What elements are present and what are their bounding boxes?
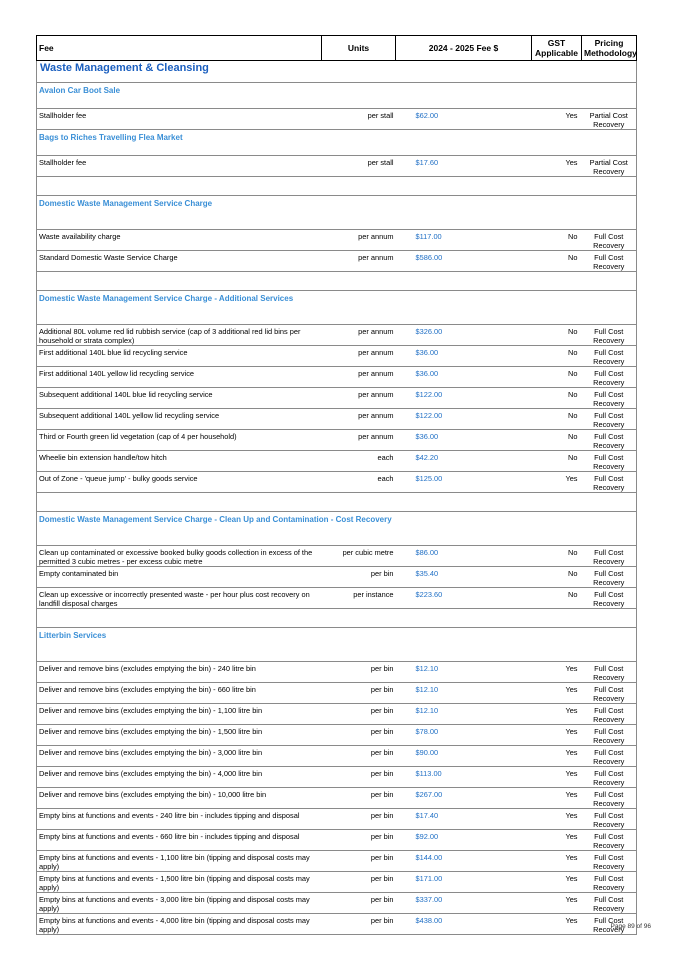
price-cell: $92.00 <box>396 830 532 851</box>
gst-cell: Yes <box>532 683 582 704</box>
group-title: Bags to Riches Travelling Flea Market <box>37 130 637 156</box>
spacer-cell <box>37 493 637 512</box>
method-cell: Full Cost Recovery <box>582 409 637 430</box>
price-cell: $117.00 <box>396 230 532 251</box>
price-cell: $17.40 <box>396 809 532 830</box>
price-cell: $223.60 <box>396 588 532 609</box>
table-row <box>37 830 637 851</box>
fee-cell: Deliver and remove bins (excludes emptying the bin) - 1,100 litre bin <box>37 704 322 725</box>
units-cell: per bin <box>322 767 396 788</box>
method-cell: Full Cost Recovery <box>582 567 637 588</box>
method-cell: Full Cost Recovery <box>582 546 637 567</box>
group-header-row <box>37 83 637 109</box>
price-cell: $171.00 <box>396 872 532 893</box>
method-cell: Full Cost Recovery <box>582 725 637 746</box>
units-cell: per annum <box>322 367 396 388</box>
header-fee: Fee <box>37 36 322 61</box>
method-cell: Full Cost Recovery <box>582 683 637 704</box>
price-cell: $35.40 <box>396 567 532 588</box>
fee-cell: Clean up contaminated or excessive booked bulky goods collection in excess of the permitted 3 cubic metres - per excess cubic metre <box>37 546 322 567</box>
gst-cell: Yes <box>532 746 582 767</box>
method-cell: Full Cost Recovery <box>582 367 637 388</box>
group-title: Domestic Waste Management Service Charge - Clean Up and Contamination - Cost Recovery <box>37 512 637 546</box>
gst-cell: No <box>532 451 582 472</box>
fee-cell: Additional 80L volume red lid rubbish service (cap of 3 additional red lid bins per household or strata complex) <box>37 325 322 346</box>
fee-cell: Deliver and remove bins (excludes emptying the bin) - 4,000 litre bin <box>37 767 322 788</box>
units-cell: per annum <box>322 388 396 409</box>
gst-cell: No <box>532 251 582 272</box>
fee-cell: First additional 140L blue lid recycling service <box>37 346 322 367</box>
units-cell: per bin <box>322 893 396 914</box>
units-cell: per bin <box>322 914 396 935</box>
units-cell: per bin <box>322 746 396 767</box>
group-header-row <box>37 291 637 325</box>
price-cell: $586.00 <box>396 251 532 272</box>
units-cell: per annum <box>322 251 396 272</box>
price-cell: $17.60 <box>396 156 532 177</box>
method-cell: Full Cost Recovery <box>582 788 637 809</box>
units-cell: per bin <box>322 809 396 830</box>
gst-cell: No <box>532 230 582 251</box>
method-cell: Full Cost Recovery <box>582 809 637 830</box>
spacer-row <box>37 609 637 628</box>
fee-cell: Out of Zone - 'queue jump' - bulky goods service <box>37 472 322 493</box>
gst-cell: No <box>532 388 582 409</box>
table-row <box>37 746 637 767</box>
table-row <box>37 430 637 451</box>
fee-cell: Deliver and remove bins (excludes emptying the bin) - 1,500 litre bin <box>37 725 322 746</box>
fee-schedule-page <box>36 35 636 935</box>
method-cell: Full Cost Recovery <box>582 346 637 367</box>
fee-cell: Subsequent additional 140L blue lid recycling service <box>37 388 322 409</box>
units-cell: per annum <box>322 325 396 346</box>
spacer-cell <box>37 177 637 196</box>
table-row <box>37 156 637 177</box>
price-cell: $36.00 <box>396 430 532 451</box>
fee-cell: Subsequent additional 140L yellow lid recycling service <box>37 409 322 430</box>
table-row <box>37 409 637 430</box>
units-cell: per instance <box>322 588 396 609</box>
table-row <box>37 662 637 683</box>
units-cell: per bin <box>322 683 396 704</box>
fee-cell: Deliver and remove bins (excludes emptying the bin) - 3,000 litre bin <box>37 746 322 767</box>
group-title: Litterbin Services <box>37 628 637 662</box>
table-header <box>37 36 637 61</box>
group-header-row <box>37 628 637 662</box>
units-cell: per annum <box>322 430 396 451</box>
fee-cell: Empty contaminated bin <box>37 567 322 588</box>
gst-cell: No <box>532 567 582 588</box>
method-cell: Full Cost Recovery <box>582 851 637 872</box>
method-cell: Full Cost Recovery <box>582 872 637 893</box>
table-row <box>37 451 637 472</box>
spacer-cell <box>37 272 637 291</box>
fee-cell: Deliver and remove bins (excludes emptying the bin) - 660 litre bin <box>37 683 322 704</box>
price-cell: $267.00 <box>396 788 532 809</box>
price-cell: $113.00 <box>396 767 532 788</box>
method-cell: Full Cost Recovery <box>582 704 637 725</box>
gst-cell: No <box>532 367 582 388</box>
price-cell: $36.00 <box>396 367 532 388</box>
fee-cell: Clean up excessive or incorrectly presented waste - per hour plus cost recovery on landfill disposal charges <box>37 588 322 609</box>
gst-cell: Yes <box>532 914 582 935</box>
gst-cell: Yes <box>532 156 582 177</box>
price-cell: $438.00 <box>396 914 532 935</box>
units-cell: per stall <box>322 109 396 130</box>
units-cell: per annum <box>322 230 396 251</box>
table-row <box>37 251 637 272</box>
group-title: Avalon Car Boot Sale <box>37 83 637 109</box>
units-cell: per bin <box>322 725 396 746</box>
fee-cell: Empty bins at functions and events - 660 litre bin - includes tipping and disposal <box>37 830 322 851</box>
price-cell: $78.00 <box>396 725 532 746</box>
spacer-row <box>37 177 637 196</box>
method-cell: Full Cost Recovery <box>582 451 637 472</box>
method-cell: Full Cost Recovery <box>582 472 637 493</box>
group-title: Domestic Waste Management Service Charge <box>37 196 637 230</box>
fee-cell: Empty bins at functions and events - 240 litre bin - includes tipping and disposal <box>37 809 322 830</box>
units-cell: per annum <box>322 409 396 430</box>
price-cell: $122.00 <box>396 388 532 409</box>
fee-cell: First additional 140L yellow lid recycling service <box>37 367 322 388</box>
gst-cell: Yes <box>532 725 582 746</box>
method-cell: Full Cost Recovery <box>582 893 637 914</box>
method-cell: Full Cost Recovery <box>582 830 637 851</box>
table-row <box>37 109 637 130</box>
table-row <box>37 346 637 367</box>
units-cell: each <box>322 472 396 493</box>
gst-cell: Yes <box>532 472 582 493</box>
method-cell: Full Cost Recovery <box>582 588 637 609</box>
table-row <box>37 367 637 388</box>
method-cell: Partial Cost Recovery <box>582 156 637 177</box>
price-cell: $36.00 <box>396 346 532 367</box>
method-cell: Full Cost Recovery <box>582 325 637 346</box>
table-row <box>37 725 637 746</box>
fee-cell: Stallholder fee <box>37 109 322 130</box>
spacer-row <box>37 272 637 291</box>
price-cell: $86.00 <box>396 546 532 567</box>
price-cell: $42.20 <box>396 451 532 472</box>
units-cell: each <box>322 451 396 472</box>
gst-cell: Yes <box>532 662 582 683</box>
table-row <box>37 914 637 935</box>
header-method: Pricing Methodology <box>582 36 637 61</box>
table-body <box>37 61 637 935</box>
units-cell: per annum <box>322 346 396 367</box>
group-header-row <box>37 130 637 156</box>
fee-cell: Standard Domestic Waste Service Charge <box>37 251 322 272</box>
table-row <box>37 704 637 725</box>
section-title: Waste Management & Cleansing <box>37 61 637 83</box>
fee-cell: Deliver and remove bins (excludes emptying the bin) - 10,000 litre bin <box>37 788 322 809</box>
units-cell: per bin <box>322 830 396 851</box>
table-row <box>37 788 637 809</box>
units-cell: per cubic metre <box>322 546 396 567</box>
gst-cell: Yes <box>532 872 582 893</box>
gst-cell: Yes <box>532 851 582 872</box>
units-cell: per bin <box>322 851 396 872</box>
gst-cell: Yes <box>532 109 582 130</box>
table-row <box>37 683 637 704</box>
fee-cell: Stallholder fee <box>37 156 322 177</box>
gst-cell: Yes <box>532 788 582 809</box>
table-row <box>37 809 637 830</box>
fee-table <box>36 35 637 935</box>
gst-cell: Yes <box>532 830 582 851</box>
price-cell: $12.10 <box>396 662 532 683</box>
table-row <box>37 893 637 914</box>
price-cell: $12.10 <box>396 683 532 704</box>
price-cell: $337.00 <box>396 893 532 914</box>
units-cell: per bin <box>322 788 396 809</box>
method-cell: Partial Cost Recovery <box>582 109 637 130</box>
table-row <box>37 851 637 872</box>
page-number: Page 89 of 96 <box>610 923 651 930</box>
gst-cell: No <box>532 588 582 609</box>
gst-cell: No <box>532 546 582 567</box>
fee-cell: Wheelie bin extension handle/tow hitch <box>37 451 322 472</box>
group-header-row <box>37 512 637 546</box>
gst-cell: Yes <box>532 767 582 788</box>
table-row <box>37 567 637 588</box>
header-gst: GST Applicable <box>532 36 582 61</box>
table-row <box>37 230 637 251</box>
price-cell: $144.00 <box>396 851 532 872</box>
method-cell: Full Cost Recovery <box>582 662 637 683</box>
fee-cell: Empty bins at functions and events - 1,100 litre bin (tipping and disposal costs may apply) <box>37 851 322 872</box>
fee-cell: Waste availability charge <box>37 230 322 251</box>
units-cell: per bin <box>322 872 396 893</box>
price-cell: $90.00 <box>396 746 532 767</box>
table-row <box>37 325 637 346</box>
fee-cell: Empty bins at functions and events - 1,500 litre bin (tipping and disposal costs may apply) <box>37 872 322 893</box>
gst-cell: Yes <box>532 809 582 830</box>
spacer-row <box>37 493 637 512</box>
fee-cell: Empty bins at functions and events - 3,000 litre bin (tipping and disposal costs may apply) <box>37 893 322 914</box>
units-cell: per bin <box>322 704 396 725</box>
method-cell: Full Cost Recovery <box>582 251 637 272</box>
gst-cell: No <box>532 430 582 451</box>
method-cell: Full Cost Recovery <box>582 230 637 251</box>
method-cell: Full Cost Recovery <box>582 767 637 788</box>
fee-cell: Deliver and remove bins (excludes emptying the bin) - 240 litre bin <box>37 662 322 683</box>
table-row <box>37 546 637 567</box>
price-cell: $12.10 <box>396 704 532 725</box>
method-cell: Full Cost Recovery <box>582 430 637 451</box>
table-row <box>37 472 637 493</box>
header-units: Units <box>322 36 396 61</box>
gst-cell: No <box>532 325 582 346</box>
gst-cell: No <box>532 409 582 430</box>
table-row <box>37 767 637 788</box>
units-cell: per stall <box>322 156 396 177</box>
header-price: 2024 - 2025 Fee $ <box>396 36 532 61</box>
units-cell: per bin <box>322 567 396 588</box>
spacer-cell <box>37 609 637 628</box>
gst-cell: No <box>532 346 582 367</box>
table-row <box>37 872 637 893</box>
price-cell: $62.00 <box>396 109 532 130</box>
fee-cell: Third or Fourth green lid vegetation (cap of 4 per household) <box>37 430 322 451</box>
price-cell: $326.00 <box>396 325 532 346</box>
table-row <box>37 588 637 609</box>
group-header-row <box>37 196 637 230</box>
group-title: Domestic Waste Management Service Charge - Additional Services <box>37 291 637 325</box>
section-title-row <box>37 61 637 83</box>
gst-cell: Yes <box>532 893 582 914</box>
price-cell: $125.00 <box>396 472 532 493</box>
method-cell: Full Cost Recovery <box>582 746 637 767</box>
method-cell: Full Cost Recovery <box>582 388 637 409</box>
table-row <box>37 388 637 409</box>
method-cell: Full Cost Recovery <box>582 914 637 935</box>
units-cell: per bin <box>322 662 396 683</box>
fee-cell: Empty bins at functions and events - 4,000 litre bin (tipping and disposal costs may apply) <box>37 914 322 935</box>
price-cell: $122.00 <box>396 409 532 430</box>
gst-cell: Yes <box>532 704 582 725</box>
